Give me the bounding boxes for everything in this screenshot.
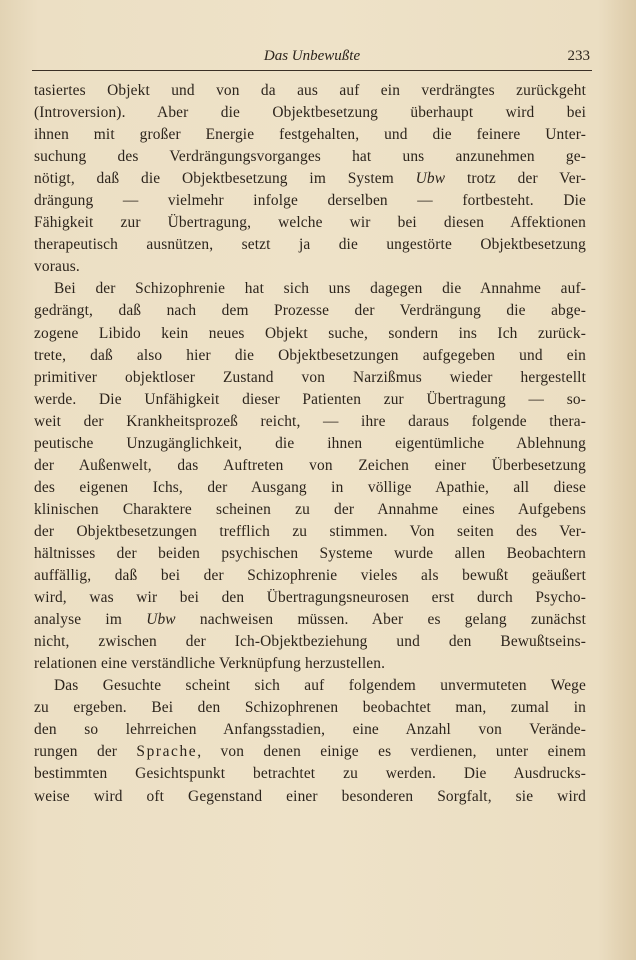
text-line: relationen eine verständliche Verknüpfung herzustellen.	[34, 655, 386, 673]
running-header	[32, 44, 592, 71]
text-line: wird, was wir bei den Übertragungsneurosen erst durch Psycho-	[34, 589, 586, 607]
text-line: primitiver objektloser Zustand von Narzißmus wieder hergestellt	[34, 368, 586, 386]
text-line: peutische Unzugänglichkeit, die ihnen eigentümliche Ablehnung	[34, 434, 586, 452]
text-line	[34, 741, 586, 763]
text-line: therapeutisch ausnützen, setzt ja die ungestörte Objektbesetzung	[34, 236, 586, 254]
emphasis-sprache: Sprache	[136, 743, 198, 761]
text-line	[34, 168, 586, 190]
text-line: nicht, zwischen der Ich-Objektbeziehung und den Bewußtseins-	[34, 633, 586, 651]
text-line: weit der Krankheitsprozeß reicht, — ihre daraus folgende thera-	[34, 412, 586, 430]
text-line: gedrängt, daß nach dem Prozesse der Verdrängung die abge-	[34, 302, 586, 320]
paragraph	[34, 278, 586, 675]
text-line: zogene Libido kein neues Objekt suche, sondern ins Ich zurück-	[34, 324, 586, 342]
text-line: bestimmten Gesichtspunkt betrachtet zu werden. Die Ausdrucks-	[34, 765, 586, 783]
text-line	[34, 609, 586, 631]
text-line: Bei der Schizophrenie hat sich uns dagegen die Annahme auf-	[54, 280, 586, 298]
text-line: auffällig, daß bei der Schizophrenie vieles als bewußt geäußert	[34, 567, 586, 585]
text-line: (Introversion). Aber die Objektbesetzung überhaupt wird bei	[34, 104, 586, 122]
text-line: weise wird oft Gegenstand einer besonderen Sorgfalt, sie wird	[34, 787, 586, 805]
emphasis-ubw: Ubw	[146, 611, 176, 629]
paragraph	[34, 675, 586, 807]
text-line: des eigenen Ichs, der Ausgang in völlige Apathie, all diese	[34, 478, 586, 496]
text-line: klinischen Charaktere scheinen zu der Annahme eines Aufgebens	[34, 500, 586, 518]
text-run: rungen der	[34, 743, 137, 761]
paragraph	[34, 80, 586, 278]
text-line: tasiertes Objekt und von da aus auf ein verdrängtes zurückgeht	[34, 82, 586, 99]
body-text	[34, 80, 586, 808]
text-run: analyse im	[34, 611, 147, 629]
text-line: den so lehrreichen Anfangsstadien, eine Anzahl von Verände-	[34, 721, 586, 739]
text-run: , von denen einige es verdienen, unter einem	[197, 743, 586, 761]
text-line: Fähigkeit zur Übertragung, welche wir bei diesen Affektionen	[34, 214, 586, 232]
running-title: Das Unbewußte	[263, 48, 361, 64]
page-number: 233	[567, 48, 590, 64]
text-line: voraus.	[34, 258, 80, 276]
text-line: zu ergeben. Bei den Schizophrenen beobachtet man, zumal in	[34, 699, 586, 717]
text-line: Das Gesuchte scheint sich auf folgendem unvermuteten Wege	[54, 677, 586, 695]
text-line: werde. Die Unfähigkeit dieser Patienten zur Übertragung — so-	[34, 390, 586, 408]
text-line: suchung des Verdrängungsvorganges hat uns anzunehmen ge-	[34, 148, 586, 166]
text-line: trete, daß also hier die Objektbesetzungen aufgegeben und ein	[34, 346, 586, 364]
emphasis-ubw: Ubw	[415, 170, 446, 188]
text-line: ihnen mit großer Energie festgehalten, und die feinere Unter-	[34, 126, 586, 144]
text-line: drängung — vielmehr infolge derselben — fortbesteht. Die	[34, 192, 586, 210]
text-run: trotz der Ver-	[445, 170, 586, 188]
text-line: der Außenwelt, das Auftreten von Zeichen einer Überbesetzung	[34, 456, 586, 474]
text-run: nötigt, daß die Objektbesetzung im System	[34, 170, 416, 188]
text-line: hältnisses der beiden psychischen Systeme wurde allen Beobachtern	[34, 544, 586, 562]
text-run: nachweisen müssen. Aber es gelang zunächst	[175, 611, 586, 629]
text-line: der Objektbesetzungen trefflich zu stimmen. Von seiten des Ver-	[34, 522, 586, 540]
